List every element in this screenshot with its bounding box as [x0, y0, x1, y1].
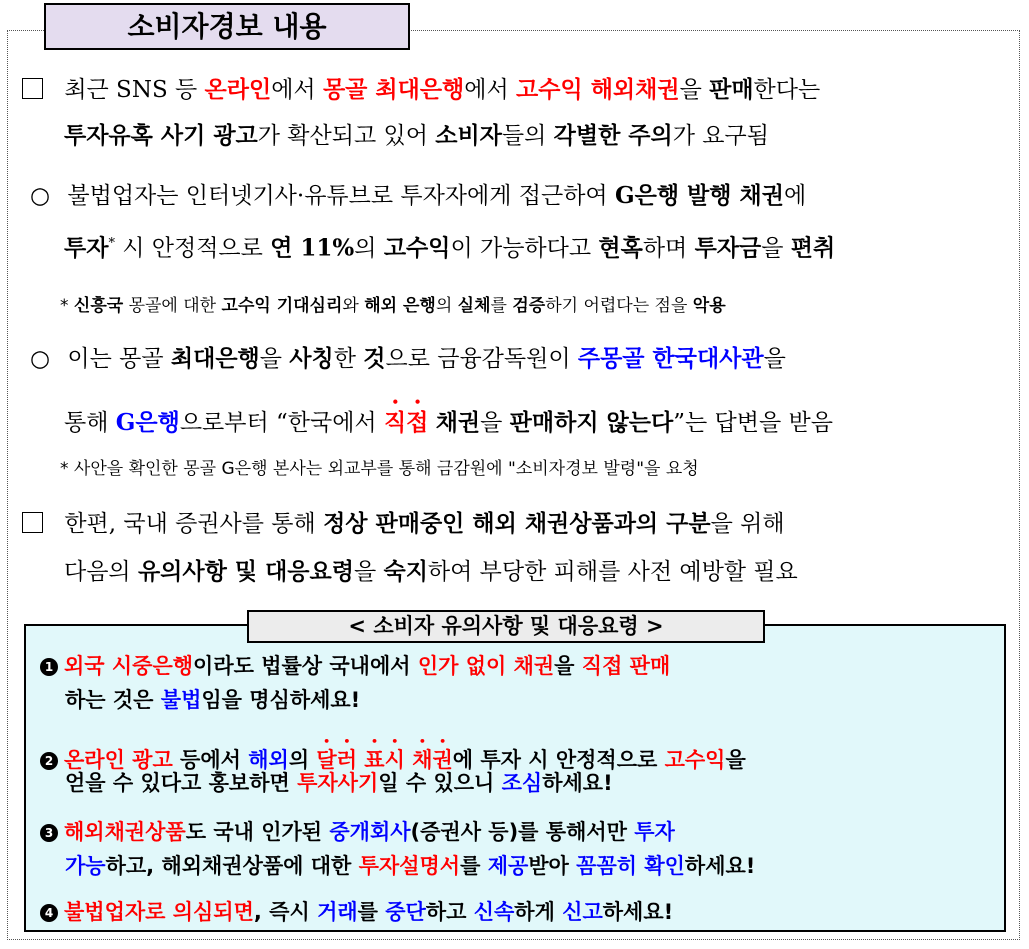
- bullet1-line2: 투자* 시 안정적으로 연 11%의 고수익이 가능하다고 현혹하며 투자금을 편취: [64, 234, 836, 262]
- section1-line1: 최근 SNS 등 온라인에서 몽골 최대은행에서 고수익 해외채권을 판매한다는: [22, 75, 820, 105]
- bullet2-line1: ○ 이는 몽골 최대은행을 사칭한 것으로 금융감독원이 주몽골 한국대사관을: [30, 345, 786, 372]
- tip-1-line1: 1 외국 시중은행이라도 법률상 국내에서 인가 없이 채권을 직접 판매: [40, 652, 670, 680]
- tip-2-line2: 얻을 수 있다고 홍보하면 투자사기일 수 있으니 조심하세요!: [65, 771, 613, 795]
- tips-title: < 소비자 유의사항 및 대응요령 >: [247, 610, 765, 643]
- section2-line2: 다음의 유의사항 및 대응요령을 숙지하여 부당한 피해를 사전 예방할 필요: [64, 558, 798, 585]
- checkbox-square-icon: [22, 78, 43, 99]
- section1-line2: 투자유혹 사기 광고가 확산되고 있어 소비자들의 각별한 주의가 요구됨: [64, 122, 769, 149]
- section2-line1: 한편, 국내 증권사를 통해 정상 판매중인 해외 채권상품과의 구분을 위해: [22, 509, 785, 539]
- tip-3-line1: 3 해외채권상품도 국내 인가된 중개회사(증권사 등)를 통해서만 투자: [40, 818, 675, 846]
- tip-1-line2: 하는 것은 불법임을 명심하세요!: [65, 688, 361, 712]
- tip-4-line1: 4 불법업자로 의심되면, 즉시 거래를 중단하고 신속하게 신고하세요!: [40, 898, 673, 926]
- page-title: 소비자경보 내용: [44, 3, 410, 50]
- number-3-icon: 3: [40, 824, 58, 842]
- circle-bullet-icon: ○: [30, 183, 51, 209]
- note1: * 신흥국 몽골에 대한 고수익 기대심리와 해외 은행의 실체를 검증하기 어렵다는 점을 악용: [60, 296, 726, 316]
- number-1-icon: 1: [40, 658, 58, 676]
- note2: * 사안을 확인한 몽골 G은행 본사는 외교부를 통해 금감원에 "소비자경보 발령"을 요청: [60, 459, 699, 479]
- circle-bullet-icon: ○: [30, 346, 51, 372]
- checkbox-square-icon: [22, 512, 43, 533]
- bullet1-line1: ○ 불법업자는 인터넷기사·유튜브로 투자자에게 접근하여 G은행 발행 채권에: [30, 182, 807, 209]
- tip-2-line1: 2 온라인 광고 등에서 해외의 달러 표시 채권에 투자 시 안정적으로 고수익을: [40, 735, 746, 774]
- number-2-icon: 2: [40, 752, 58, 770]
- number-4-icon: 4: [40, 904, 58, 922]
- tip-3-line2: 가능하고, 해외채권상품에 대한 투자설명서를 제공받아 꼼꼼히 확인하세요!: [65, 854, 756, 878]
- bullet2-line2: 통해 G은행으로부터 “한국에서 직접 채권을 판매하지 않는다”는 답변을 받음: [64, 409, 833, 436]
